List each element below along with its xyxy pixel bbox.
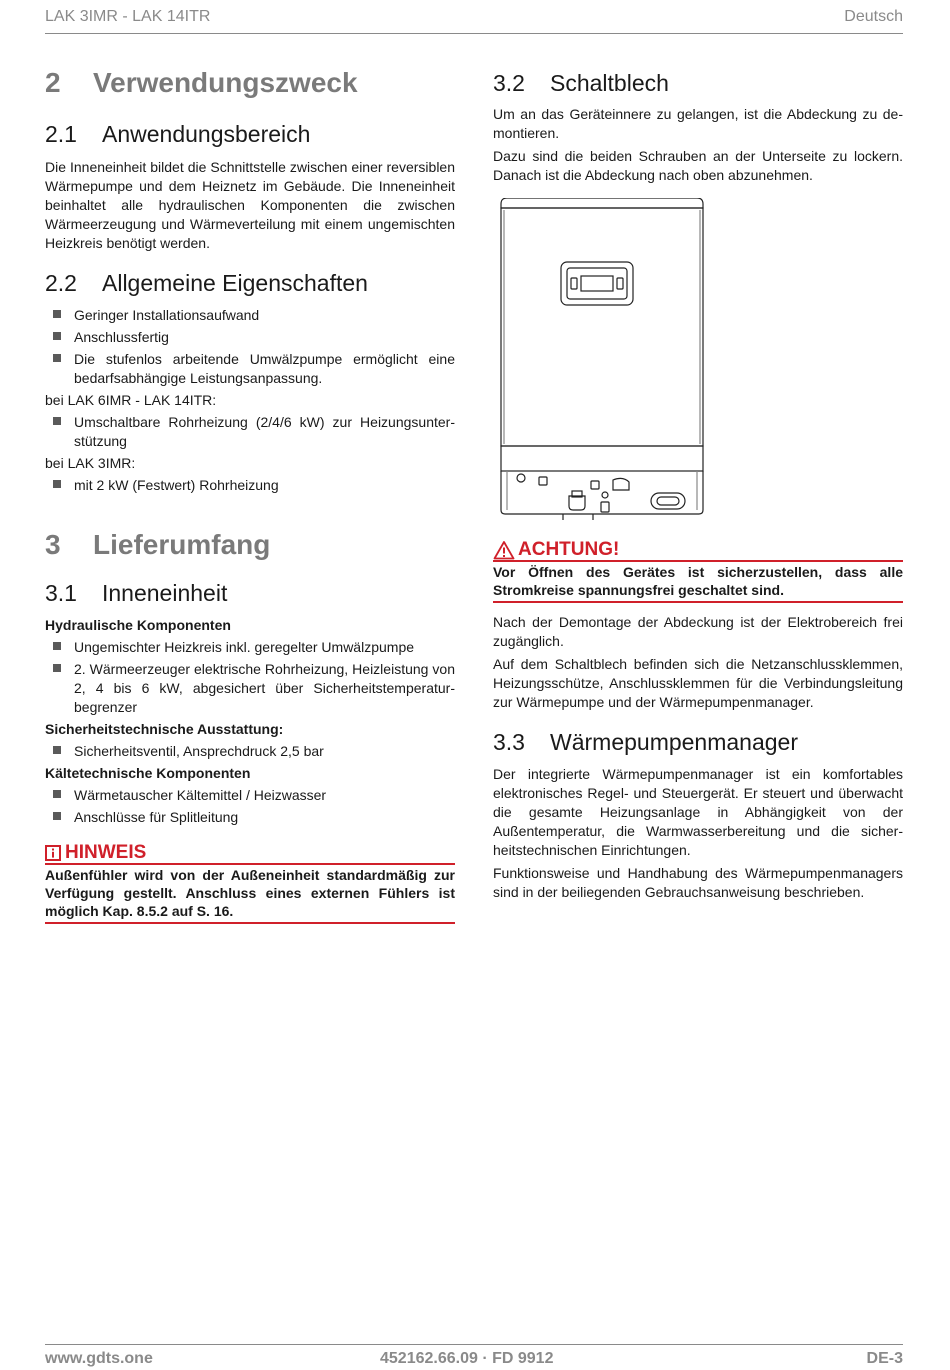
- list-item: Anschlüsse für Splitleitung: [45, 808, 455, 827]
- warning-triangle-icon: [493, 540, 515, 560]
- list-item: Wärmetauscher Kältemittel / Heizwasser: [45, 786, 455, 805]
- section-2-2-heading: [45, 270, 455, 298]
- notice-rule: [493, 601, 903, 603]
- list-item: Ungemischter Heizkreis inkl. geregelter Umwälzpumpe: [45, 638, 455, 657]
- hinweis-notice: [45, 843, 455, 924]
- info-icon: [45, 845, 61, 861]
- section-number: 2.1: [45, 120, 77, 147]
- section-title: Verwendungszweck: [93, 67, 358, 98]
- paragraph: bei LAK 3IMR:: [45, 454, 136, 471]
- footer-document-number: 452162.66.09 · FD 9912: [380, 1350, 554, 1367]
- paragraph: Um an das Geräteinnere zu gelangen, ist die Abdeckung zu demontieren.: [493, 105, 903, 141]
- section-number: 3.2: [493, 70, 525, 96]
- list-item: 2. Wärmeerzeuger elektrische Rohrheizung, Heizleistung von 2, 4 bis 6 kW, abgesichert über Sicherheitstemperaturbegrenzer: [45, 660, 455, 717]
- notice-title: ACHTUNG!: [518, 538, 620, 560]
- component-list: [45, 638, 455, 717]
- list-item: Sicherheitsventil, Ansprechdruck 2,5 bar: [45, 742, 455, 761]
- header-title: LAK 3IMR - LAK 14ITR: [45, 8, 211, 25]
- feature-list: [45, 306, 455, 388]
- notice-text: Vor Öffnen des Gerätes ist sicherzustellen, dass alle Stromkreise spannungsfrei geschaltet sind.: [493, 563, 903, 598]
- feature-list: [45, 413, 455, 451]
- footer-page-number: DE-3: [866, 1350, 903, 1367]
- paragraph: Der integrierte Wärmepumpenmanager ist ein komfortables elektronisches Regel- und Steuergerät. Er steuert und überwacht die gesamte Heizungsanlage in Abhängigkeit von der Außentemperatur, die Warmwasserbereitung und die sicherheitstechnischen Einrichtungen.: [493, 766, 903, 859]
- section-title: Lieferumfang: [93, 528, 271, 560]
- paragraph: Funktionsweise und Handhabung des Wärmepumpenmanagers sind in der beiliegenden Gebrauchsanweisung beschrieben.: [493, 865, 903, 901]
- right-column: [493, 70, 903, 902]
- list-item: Umschaltbare Rohrheizung (2/4/6 kW) zur Heizungsunterstützung: [45, 413, 455, 451]
- list-item: Die stufenlos arbeitende Umwälzpumpe ermöglicht eine bedarfsabhängige Leistungsanpassung.: [45, 350, 455, 388]
- subheading: Kältetechnische Komponenten: [45, 764, 251, 781]
- list-item: Geringer Installationsaufwand: [45, 306, 455, 325]
- section-number: 3.1: [45, 580, 77, 607]
- paragraph: Die Inneneinheit bildet die Schnittstelle zwischen einer reversiblen Wärmepumpe und dem Heiznetz im Gebäude. Die Inneneinheit beinhaltet alle hydraulischen Komponenten die zwischen Wärmeerzeugung und Wärmeverteilung mit einem ungemischten Heizkreis benötigt werden.: [45, 159, 455, 252]
- component-list: [45, 742, 455, 761]
- section-3-2-heading: [493, 70, 903, 98]
- section-3-heading: [45, 528, 455, 562]
- section-number: 3.3: [493, 728, 525, 755]
- subheading: Sicherheitstechnische Ausstattung:: [45, 720, 284, 737]
- section-title: Anwendungsbereich: [102, 120, 311, 147]
- left-column: [45, 66, 455, 924]
- notice-header: [45, 843, 455, 863]
- paragraph: Dazu sind die beiden Schrauben an der Unterseite zu lockern. Danach ist die Abdeckung nach oben abzunehmen.: [493, 147, 903, 183]
- list-item: mit 2 kW (Festwert) Rohrheizung: [45, 476, 455, 495]
- paragraph: Nach der Demontage der Abdeckung ist der Elektrobereich frei zugänglich.: [493, 613, 903, 649]
- header-divider: [45, 33, 903, 34]
- footer-divider: [45, 1344, 903, 1345]
- feature-list: [45, 476, 455, 495]
- header-language: Deutsch: [844, 8, 903, 25]
- section-title: Inneneinheit: [102, 580, 228, 607]
- section-number: 3: [45, 528, 61, 560]
- paragraph: Auf dem Schaltblech befinden sich die Netzanschlussklemmen, Heizungsschütze, Anschlussklemmen für die Verbindungsleitung zur Wärmepumpe und der Wärmepumpenmanager.: [493, 655, 903, 710]
- section-title: Allgemeine Eigenschaften: [102, 270, 368, 297]
- section-title: Wärmepumpenmanager: [550, 728, 799, 755]
- section-2-1-heading: [45, 121, 455, 149]
- notice-rule: [45, 922, 455, 924]
- section-3-1-heading: [45, 580, 455, 608]
- notice-header: [493, 540, 903, 560]
- section-3-3-heading: [493, 729, 903, 757]
- section-title: Schaltblech: [550, 70, 669, 96]
- indoor-unit-illustration: [493, 198, 903, 520]
- subheading: Hydraulische Komponenten: [45, 616, 231, 633]
- paragraph: bei LAK 6IMR - LAK 14ITR:: [45, 391, 217, 408]
- list-item: Anschlussfertig: [45, 328, 455, 347]
- section-number: 2.2: [45, 270, 77, 297]
- achtung-notice: [493, 540, 903, 603]
- component-list: [45, 786, 455, 827]
- section-2-heading: [45, 66, 455, 100]
- notice-text: Außenfühler wird von der Außeneinheit standardmäßig zur Verfügung gestellt. Anschluss eines externen Fühlers ist möglich Kap. 8.5.2 auf S. 16.: [45, 866, 455, 919]
- section-number: 2: [45, 67, 61, 98]
- footer-website: www.gdts.one: [45, 1350, 153, 1367]
- notice-title: HINWEIS: [65, 841, 147, 863]
